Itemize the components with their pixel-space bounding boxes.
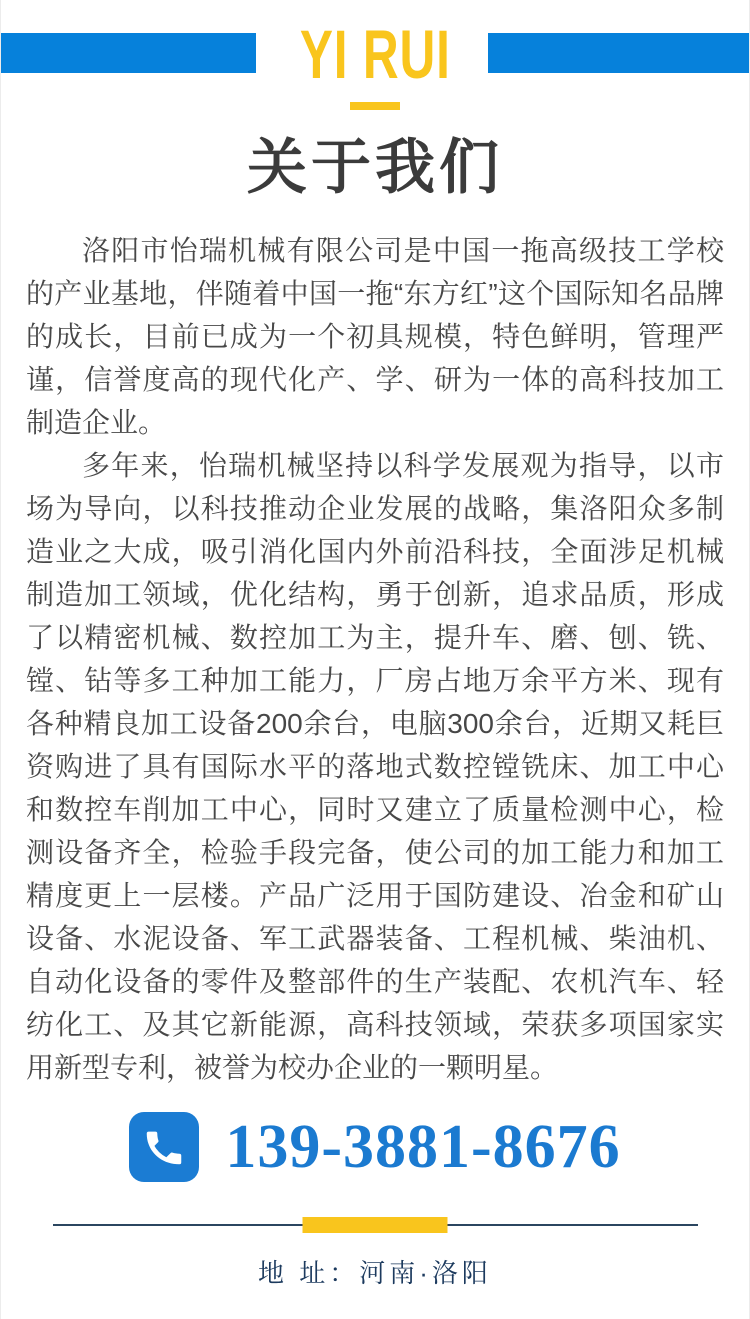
brand-bar-right <box>488 33 749 73</box>
page-title: 关于我们 <box>247 134 503 201</box>
about-section <box>26 229 724 1089</box>
brand-header <box>1 17 749 94</box>
brand-name: YI RUI <box>299 17 451 94</box>
phone-icon <box>129 1112 199 1182</box>
brand-underline-dash <box>350 102 400 110</box>
phone-number[interactable]: 139-3881-8676 <box>225 1113 621 1181</box>
footer-address: 地 址：河南·洛阳 <box>258 1258 492 1288</box>
about-paragraph-2: 多年来，怡瑞机械坚持以科学发展观为指导，以市场为导向，以科技推动企业发展的战略，集洛阳众多制造业之大成，吸引消化国内外前沿科技，全面涉足机械制造加工领域，优化结构，勇于创新，追求品质，形成了以精密机械、数控加工为主，提升车、磨、刨、铣、镗、钻等多工种加工能力，厂房占地万余平方米、现有各种精良加工设备200余台，电脑300余台，近期又耗巨资购进了具有国际水平的落地式数控镗铣床、加工中心和数控车削加工中心，同时又建立了质量检测中心，检测设备齐全，检验手段完备，使公司的加工能力和加工精度更上一层楼。产品广泛用于国防建设、冶金和矿山设备、水泥设备、军工武器装备、工程机械、柴油机、自动化设备的零件及整部件的生产装配、农机汽车、轻纺化工、及其它新能源，高科技领域，荣获多项国家实用新型专利，被誉为校办企业的一颗明星。 <box>26 450 724 1083</box>
footer-divider <box>53 1217 698 1233</box>
phone-contact[interactable] <box>1 1111 749 1183</box>
divider-center-block <box>303 1217 448 1233</box>
brand-bar-left <box>1 33 256 73</box>
about-paragraph-1: 洛阳市怡瑞机械有限公司是中国一拖高级技工学校的产业基地，伴随着中国一拖“东方红”这个国际知名品牌的成长，目前已成为一个初具规模，特色鲜明，管理严谨，信誉度高的现代化产、学、研为一体的高科技加工制造企业。 <box>26 235 724 438</box>
